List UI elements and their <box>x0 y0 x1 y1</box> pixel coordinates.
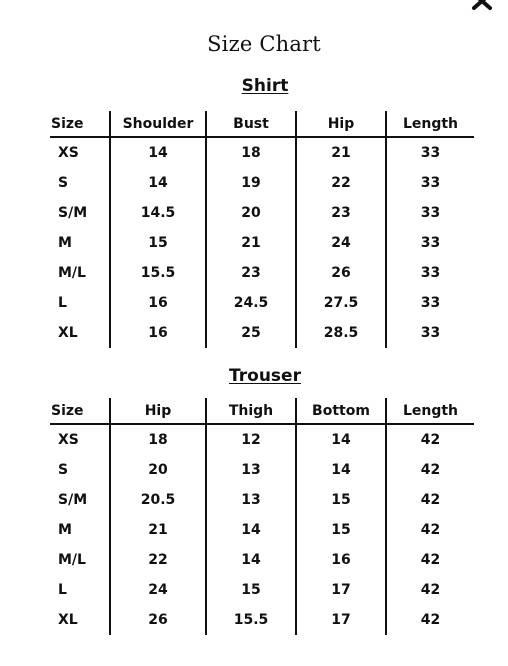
size-cell: XL <box>58 612 78 628</box>
size-cell: M <box>58 522 72 538</box>
length-cell: 42 <box>386 424 474 455</box>
hip-cell: 22 <box>296 168 386 198</box>
length-cell: 42 <box>386 515 474 545</box>
bottom-cell: 14 <box>296 455 386 485</box>
thigh-cell: 15.5 <box>206 605 296 635</box>
length-cell: 33 <box>386 258 474 288</box>
shirt-section-title: Shirt <box>241 76 289 96</box>
thigh-cell: 13 <box>206 485 296 515</box>
column-header-thigh: Thigh <box>206 398 296 424</box>
size-cell: S/M <box>58 492 88 508</box>
shoulder-cell: 14 <box>110 168 206 198</box>
hip-cell: 21 <box>296 137 386 168</box>
hip-cell: 27.5 <box>296 288 386 318</box>
bottom-cell: 17 <box>296 605 386 635</box>
size-cell: XS <box>58 432 79 448</box>
table-row <box>50 168 474 198</box>
hip-cell: 23 <box>296 198 386 228</box>
size-cell: S <box>58 462 69 478</box>
table-row <box>50 515 474 545</box>
size-cell: L <box>58 582 67 598</box>
bottom-cell: 14 <box>296 424 386 455</box>
hip-cell: 18 <box>110 424 206 455</box>
bust-cell: 18 <box>206 137 296 168</box>
thigh-cell: 14 <box>206 515 296 545</box>
shoulder-cell: 14.5 <box>110 198 206 228</box>
bust-cell: 19 <box>206 168 296 198</box>
column-header-length: Length <box>386 111 474 137</box>
thigh-cell: 13 <box>206 455 296 485</box>
hip-cell: 20.5 <box>110 485 206 515</box>
table-row <box>50 455 474 485</box>
thigh-cell: 12 <box>206 424 296 455</box>
length-cell: 33 <box>386 137 474 168</box>
length-cell: 33 <box>386 318 474 348</box>
table-row <box>50 318 474 348</box>
hip-cell: 28.5 <box>296 318 386 348</box>
length-cell: 33 <box>386 288 474 318</box>
shirt-size-table <box>50 111 474 348</box>
column-header-length: Length <box>386 398 474 424</box>
length-cell: 33 <box>386 228 474 258</box>
hip-cell: 20 <box>110 455 206 485</box>
size-cell: S <box>58 175 69 191</box>
table-row <box>50 228 474 258</box>
bottom-cell: 16 <box>296 545 386 575</box>
bottom-cell: 17 <box>296 575 386 605</box>
size-cell: XS <box>58 145 79 161</box>
column-header-size: Size <box>50 111 110 137</box>
size-cell: M/L <box>58 552 86 568</box>
bust-cell: 25 <box>206 318 296 348</box>
length-cell: 42 <box>386 455 474 485</box>
hip-cell: 21 <box>110 515 206 545</box>
bust-cell: 24.5 <box>206 288 296 318</box>
length-cell: 42 <box>386 575 474 605</box>
hip-cell: 22 <box>110 545 206 575</box>
column-header-bust: Bust <box>206 111 296 137</box>
shoulder-cell: 16 <box>110 288 206 318</box>
length-cell: 42 <box>386 485 474 515</box>
size-cell: S/M <box>58 205 88 221</box>
table-header-row <box>50 111 474 137</box>
column-header-hip: Hip <box>296 111 386 137</box>
column-header-hip: Hip <box>110 398 206 424</box>
trouser-section-title: Trouser <box>229 366 301 386</box>
shoulder-cell: 15 <box>110 228 206 258</box>
thigh-cell: 15 <box>206 575 296 605</box>
table-row <box>50 575 474 605</box>
bottom-cell: 15 <box>296 515 386 545</box>
table-row <box>50 545 474 575</box>
table-row <box>50 137 474 168</box>
table-row <box>50 605 474 635</box>
column-header-bottom: Bottom <box>296 398 386 424</box>
table-row <box>50 424 474 455</box>
bust-cell: 20 <box>206 198 296 228</box>
column-header-shoulder: Shoulder <box>110 111 206 137</box>
table-row <box>50 258 474 288</box>
hip-cell: 26 <box>110 605 206 635</box>
hip-cell: 24 <box>296 228 386 258</box>
page-title: Size Chart <box>207 32 321 56</box>
close-button[interactable] <box>470 0 494 14</box>
size-cell: XL <box>58 325 78 341</box>
bust-cell: 21 <box>206 228 296 258</box>
hip-cell: 24 <box>110 575 206 605</box>
thigh-cell: 14 <box>206 545 296 575</box>
length-cell: 33 <box>386 168 474 198</box>
table-row <box>50 485 474 515</box>
table-row <box>50 198 474 228</box>
shoulder-cell: 15.5 <box>110 258 206 288</box>
bust-cell: 23 <box>206 258 296 288</box>
shoulder-cell: 14 <box>110 137 206 168</box>
size-cell: M/L <box>58 265 86 281</box>
hip-cell: 26 <box>296 258 386 288</box>
table-row <box>50 288 474 318</box>
shoulder-cell: 16 <box>110 318 206 348</box>
length-cell: 42 <box>386 545 474 575</box>
close-icon[interactable] <box>470 0 494 14</box>
column-header-size: Size <box>50 398 110 424</box>
size-cell: L <box>58 295 67 311</box>
table-header-row <box>50 398 474 424</box>
size-cell: M <box>58 235 72 251</box>
length-cell: 33 <box>386 198 474 228</box>
bottom-cell: 15 <box>296 485 386 515</box>
length-cell: 42 <box>386 605 474 635</box>
trouser-size-table <box>50 398 474 635</box>
